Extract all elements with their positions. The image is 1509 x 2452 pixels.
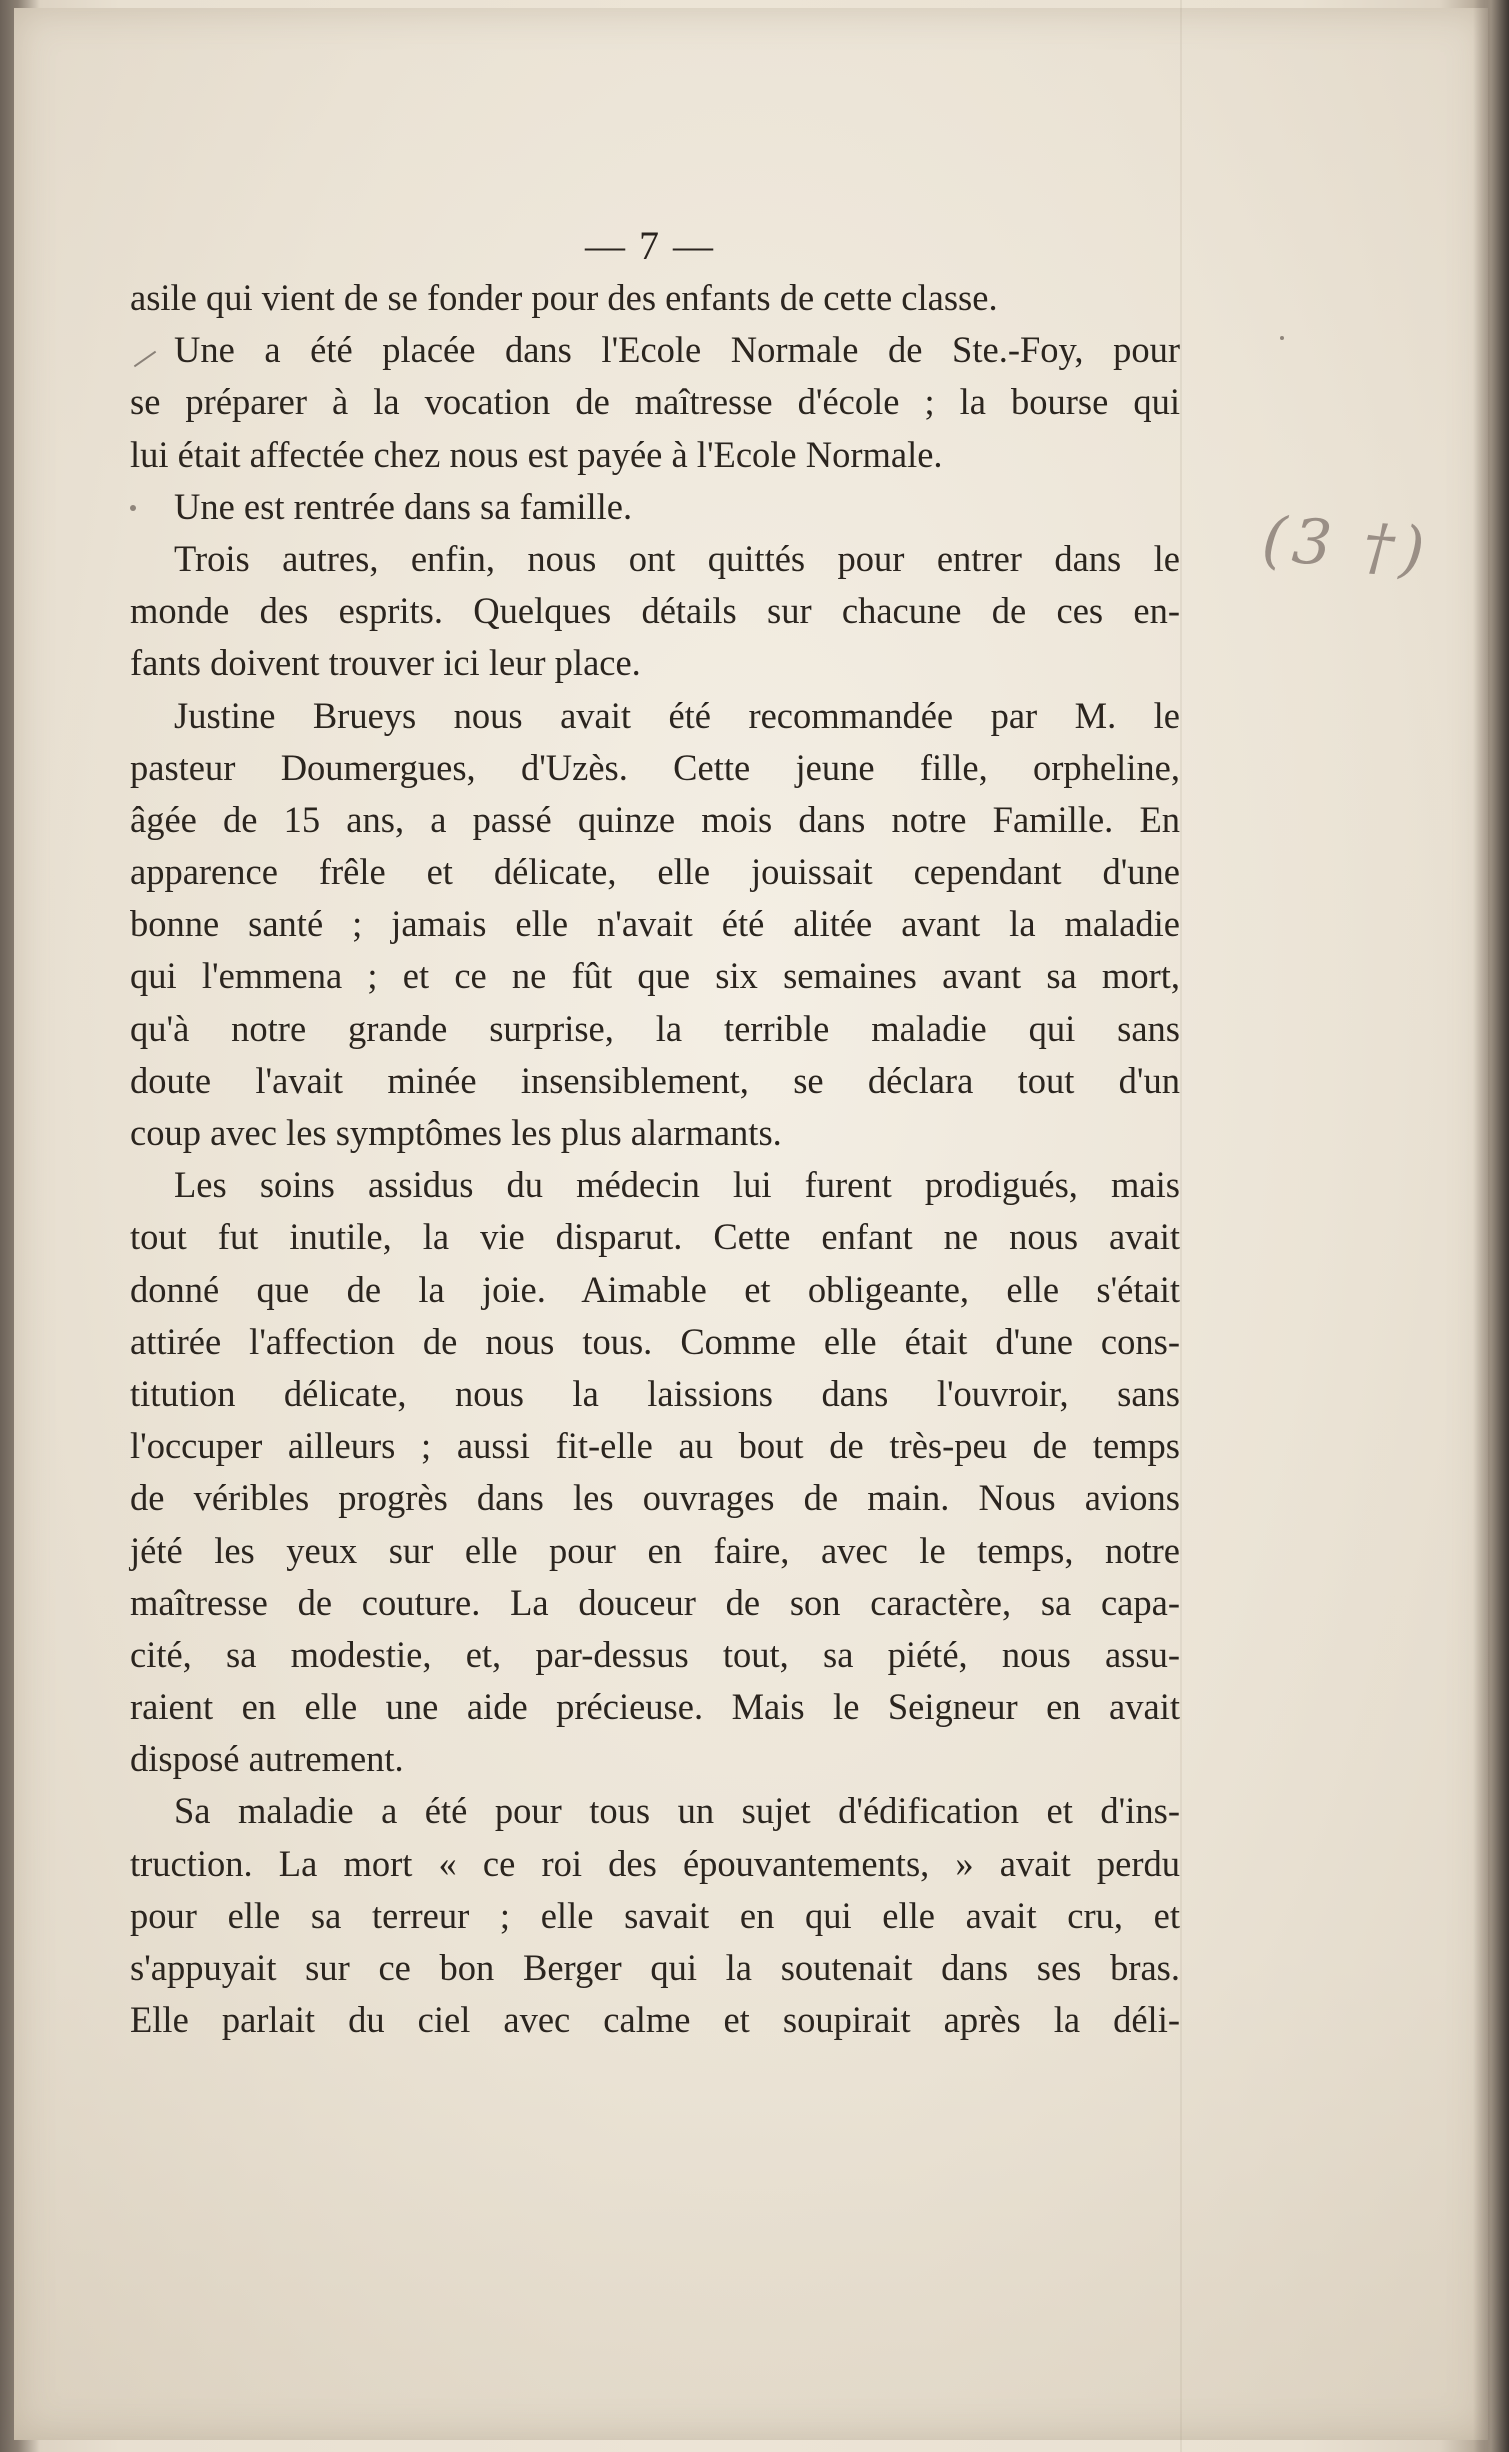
text-line: Justine Brueys nous avait été recommandée par M. le (174, 694, 1180, 736)
text-line: Les soins assidus du médecin lui furent prodigués, mais (174, 1164, 1180, 1206)
text-line: attirée l'affection de nous tous. Comme elle était d'une cons- (130, 1320, 1180, 1362)
text-line: Une a été placée dans l'Ecole Normale de Ste.-Foy, pour (174, 329, 1180, 371)
text-line: de véribles progrès dans les ouvrages de main. Nous avions (130, 1477, 1180, 1519)
text-line: monde des esprits. Quelques détails sur chacune de ces en- (130, 590, 1180, 632)
text-line: apparence frêle et délicate, elle jouissait cependant d'une (130, 851, 1180, 893)
text-line: pasteur Doumergues, d'Uzès. Cette jeune fille, orpheline, (130, 746, 1180, 788)
page-number: — 7 — (585, 223, 715, 268)
text-line: doute l'avait minée insensiblement, se déclara tout d'un (130, 1059, 1180, 1101)
text-line: qui l'emmena ; et ce ne fût que six semaines avant sa mort, (130, 955, 1180, 997)
body-text (130, 272, 1180, 2046)
text-line: bonne santé ; jamais elle n'avait été alitée avant la maladie (130, 903, 1180, 945)
text-line: Une est rentrée dans sa famille. (174, 485, 633, 527)
text-line: fants doivent trouver ici leur place. (130, 642, 641, 684)
text-line: s'appuyait sur ce bon Berger qui la soutenait dans ses bras. (130, 1947, 1180, 1988)
page-fold (1180, 0, 1182, 2452)
text-line: maîtresse de couture. La douceur de son caractère, sa capa- (130, 1581, 1180, 1623)
text-line: pour elle sa terreur ; elle savait en qui elle avait cru, et (130, 1894, 1180, 1936)
handwritten-margin-note: (3 †) (1259, 502, 1433, 587)
text-line: titution délicate, nous la laissions dans l'ouvroir, sans (130, 1372, 1180, 1414)
text-line: coup avec les symptômes les plus alarmants. (130, 1112, 782, 1153)
text-line: donné que de la joie. Aimable et obligeante, elle s'était (130, 1268, 1180, 1310)
page-edge-shadow (1473, 0, 1509, 2452)
text-line: qu'à notre grande surprise, la terrible maladie qui sans (130, 1007, 1180, 1049)
text-line: se préparer à la vocation de maîtresse d'école ; la bourse qui (130, 381, 1180, 423)
text-line: jété les yeux sur elle pour en faire, avec le temps, notre (130, 1529, 1180, 1571)
text-line: Sa maladie a été pour tous un sujet d'édification et d'ins- (174, 1790, 1180, 1832)
text-line: âgée de 15 ans, a passé quinze mois dans notre Famille. En (130, 798, 1180, 840)
text-line: asile qui vient de se fonder pour des enfants de cette classe. (130, 277, 998, 318)
text-line: truction. La mort « ce roi des épouvantements, » avait perdu (130, 1842, 1180, 1884)
text-line: cité, sa modestie, et, par-dessus tout, sa piété, nous assu- (130, 1633, 1180, 1675)
text-line: l'occuper ailleurs ; aussi fit-elle au bout de très-peu de temps (130, 1425, 1180, 1467)
text-line: raient en elle une aide précieuse. Mais le Seigneur en avait (130, 1686, 1180, 1728)
text-line: Elle parlait du ciel avec calme et soupirait après la déli- (130, 1999, 1180, 2041)
text-line: Trois autres, enfin, nous ont quittés pour entrer dans le (174, 537, 1180, 579)
text-line: lui était affectée chez nous est payée à l'Ecole Normale. (130, 433, 943, 475)
text-line: tout fut inutile, la vie disparut. Cette enfant ne nous avait (130, 1216, 1180, 1258)
ink-dot (1280, 336, 1284, 340)
text-line: disposé autrement. (130, 1738, 404, 1780)
